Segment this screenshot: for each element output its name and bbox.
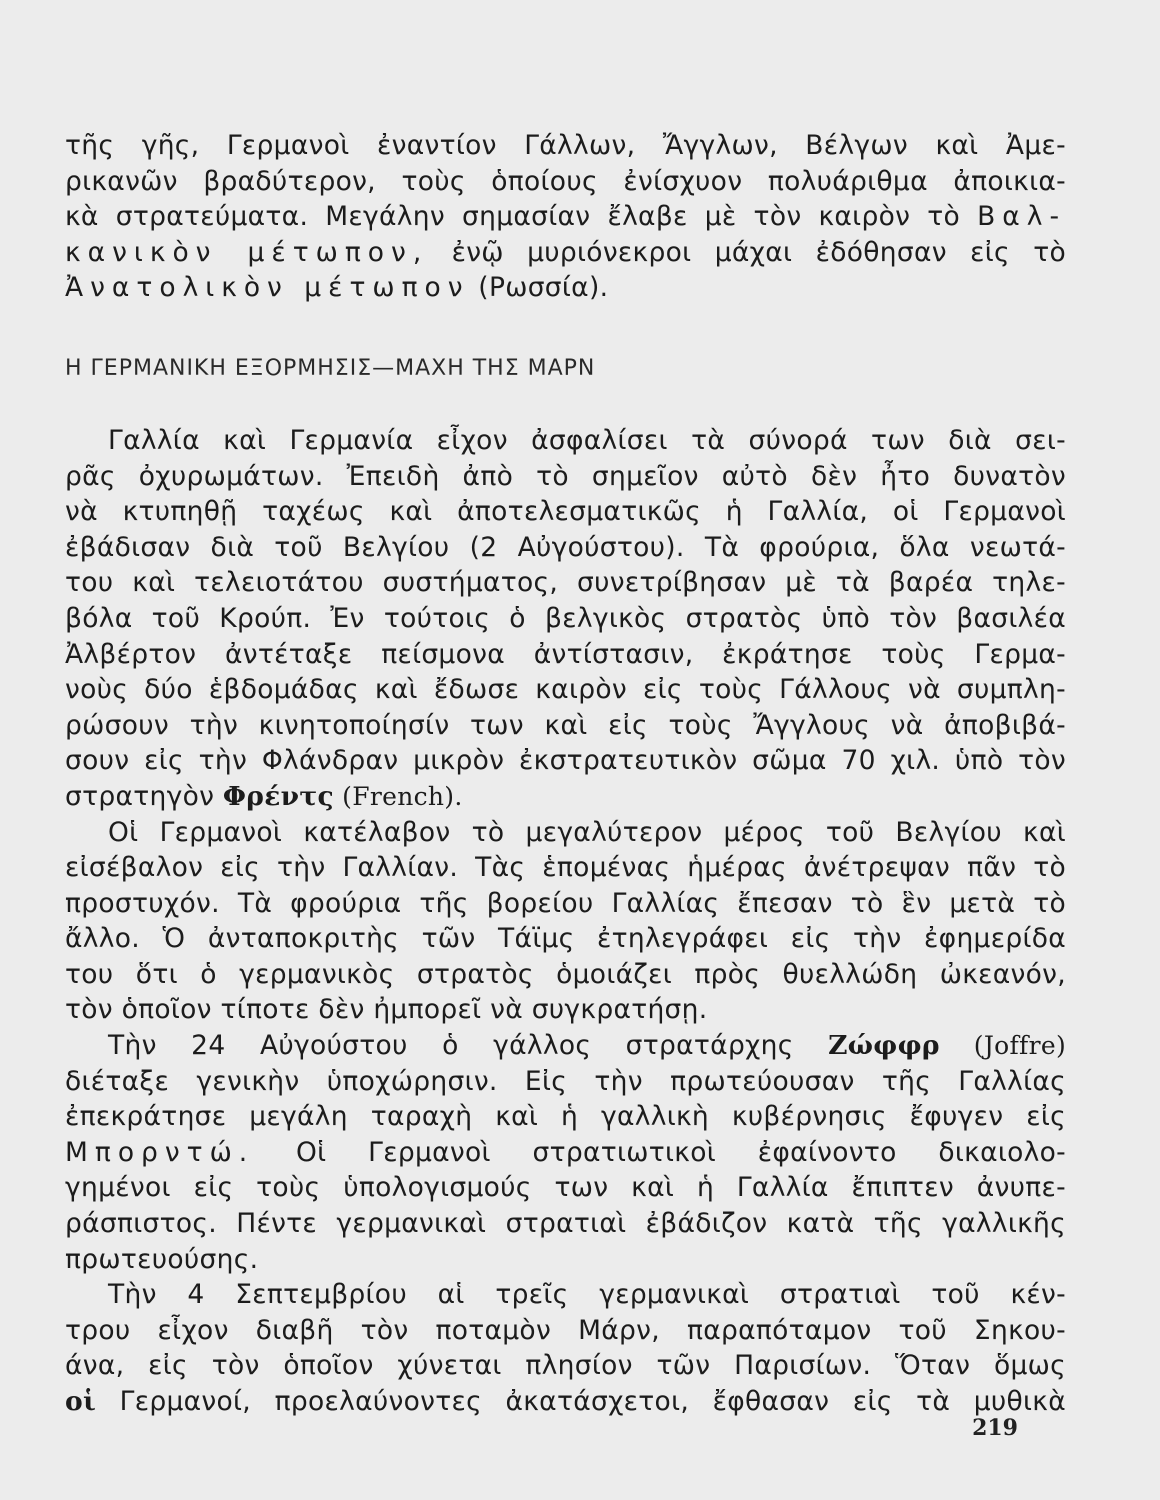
text-line: ἄλλο. Ὁ ἀνταποκριτὴς τῶν Τάϊμς ἐτηλεγράφει εἰς τὴν ἐφημερίδα — [65, 923, 1066, 955]
bold-word: οἱ — [65, 1386, 97, 1417]
text-line: Ἀλβέρτον ἀντέταξε πείσμονα ἀντίστασιν, ἐκράτησε τοὺς Γερμα- — [65, 638, 1066, 670]
text-line: Γαλλία καὶ Γερμανία εἶχον ἀσφαλίσει τὰ σύνορά των διὰ σει- — [108, 424, 1066, 456]
paragraph-3 — [65, 1028, 1066, 1277]
text-line: Οἱ Γερμανοὶ κατέλαβον τὸ μεγαλύτερον μέρος τοῦ Βελγίου καὶ — [108, 816, 1066, 848]
text-line: στρατηγὸν Φρέντς (French). — [65, 780, 463, 812]
text-line: ἐβάδισαν διὰ τοῦ Βελγίου (2 Αὐγούστου). Τὰ φρούρια, ὅλα νεωτά- — [65, 531, 1066, 563]
text-line: διέταξε γενικὴν ὑποχώρησιν. Εἰς τὴν πρωτεύουσαν τῆς Γαλλίας — [65, 1065, 1066, 1097]
paragraph-1 — [65, 423, 1066, 815]
bold-name: Φρέντς — [222, 780, 334, 812]
text-line: ράσπιστος. Πέντε γερμανικαὶ στρατιαὶ ἐβάδιζον κατὰ τῆς γαλλικῆς — [65, 1208, 1066, 1240]
text-line: κανικὸν μέτωπον, ἐνῷ μυριόνεκροι μάχαι ἐδόθησαν εἰς τὸ — [65, 236, 1067, 268]
section-heading: Η ΓΕΡΜΑΝΙΚΗ ΕΞΟΡΜΗΣΙΣ—ΜΑΧΗ ΤΗΣ ΜΑΡΝ — [65, 355, 596, 381]
text-line: Τὴν 24 Αὐγούστου ὁ γάλλος στρατάρχης Ζώφφρ (Joffre) — [108, 1030, 1066, 1062]
emphasis-text: Μπορντώ. — [65, 1136, 255, 1168]
text-line: σουν εἰς τὴν Φλάνδραν μικρὸν ἐκστρατευτικὸν σῶμα 70 χιλ. ὑπὸ τὸν — [65, 745, 1066, 777]
text-line: ρᾶς ὀχυρωμάτων. Ἐπειδὴ ἀπὸ τὸ σημεῖον αὐτὸ δὲν ἦτο δυνατὸν — [65, 460, 1066, 492]
emphasis-text: Βαλ- — [977, 201, 1067, 233]
text-line: γημένοι εἰς τοὺς ὑπολογισμούς των καὶ ἡ Γαλλία ἔπιπτεν ἀνυπε- — [65, 1172, 1066, 1204]
text-line: τῆς γῆς, Γερμανοὶ ἐναντίον Γάλλων, Ἄγγλων, Βέλγων καὶ Ἀμε- — [65, 130, 1066, 161]
text-line: του ὅτι ὁ γερμανικὸς στρατὸς ὁμοιάζει πρὸς θυελλώδη ὠκεανόν, — [65, 958, 1066, 990]
paragraph-2 — [65, 815, 1066, 1029]
text-line: νὰ κτυπηθῇ ταχέως καὶ ἀποτελεσματικῶς ἡ Γαλλία, οἱ Γερμανοὶ — [65, 496, 1066, 528]
latin-name: (Joffre) — [939, 1031, 1066, 1061]
text-line: βόλα τοῦ Κρούπ. Ἐν τούτοις ὁ βελγικὸς στρατὸς ὑπὸ τὸν βασιλέα — [65, 602, 1066, 634]
text-line: ρικανῶν βραδύτερον, τοὺς ὁποίους ἐνίσχυον πολυάριθμα ἀποικια- — [65, 165, 1066, 197]
text-line: προστυχόν. Τὰ φρούρια τῆς βορείου Γαλλίας ἔπεσαν τὸ ἓν μετὰ τὸ — [65, 887, 1066, 919]
bold-name: Ζώφφρ — [828, 1030, 940, 1062]
text-line: νοὺς δύο ἑβδομάδας καὶ ἔδωσε καιρὸν εἰς τοὺς Γάλλους νὰ συμπλη- — [65, 674, 1066, 706]
intro-paragraph — [65, 128, 1066, 306]
text-line: τρου εἶχον διαβῆ τὸν ποταμὸν Μάρν, παραπόταμον τοῦ Σηκου- — [65, 1314, 1066, 1346]
text-line: οἱ Γερμανοί, προελαύνοντες ἀκατάσχετοι, ἔφθασαν εἰς τὰ μυθικὰ — [65, 1386, 1066, 1417]
text-line: Τὴν 4 Σεπτεμβρίου αἱ τρεῖς γερμανικαὶ στρατιαὶ τοῦ κέν- — [108, 1279, 1066, 1311]
text-line: τὸν ὁποῖον τίποτε δὲν ἠμπορεῖ νὰ συγκρατήσῃ. — [65, 994, 708, 1026]
text-line: ἐπεκράτησε μεγάλη ταραχὴ καὶ ἡ γαλλικὴ κυβέρνησις ἔφυγεν εἰς — [65, 1101, 1066, 1133]
text-line: ρώσουν τὴν κινητοποίησίν των καὶ εἰς τοὺς Ἄγγλους νὰ ἀποβιβά- — [65, 709, 1066, 741]
text-line: εἰσέβαλον εἰς τὴν Γαλλίαν. Τὰς ἑπομένας ἡμέρας ἀνέτρεψαν πᾶν τὸ — [65, 852, 1066, 884]
text-line: Ἀνατολικὸν μέτωπον (Ρωσσία). — [65, 272, 609, 304]
text-line: άνα, εἰς τὸν ὁποῖον χύνεται πλησίον τῶν Παρισίων. Ὅταν ὅμως — [65, 1350, 1066, 1382]
text-line: πρωτευούσης. — [65, 1243, 259, 1275]
paragraph-4 — [65, 1277, 1066, 1419]
emphasis-text: Ἀνατολικὸν μέτωπον — [65, 272, 470, 304]
text-line: κὰ στρατεύματα. Μεγάλην σημασίαν ἔλαβε μὲ τὸν καιρὸν τὸ Βαλ- — [65, 201, 1067, 233]
page-number: 219 — [972, 1415, 1018, 1441]
latin-name: (French). — [333, 781, 463, 811]
emphasis-text: κανικὸν μέτωπον, — [65, 236, 429, 268]
text-line: Μπορντώ. Οἱ Γερμανοὶ στρατιωτικοὶ ἐφαίνοντο δικαιολο- — [65, 1136, 1066, 1168]
text-line: του καὶ τελειοτάτου συστήματος, συνετρίβησαν μὲ τὰ βαρέα τηλε- — [65, 567, 1066, 599]
